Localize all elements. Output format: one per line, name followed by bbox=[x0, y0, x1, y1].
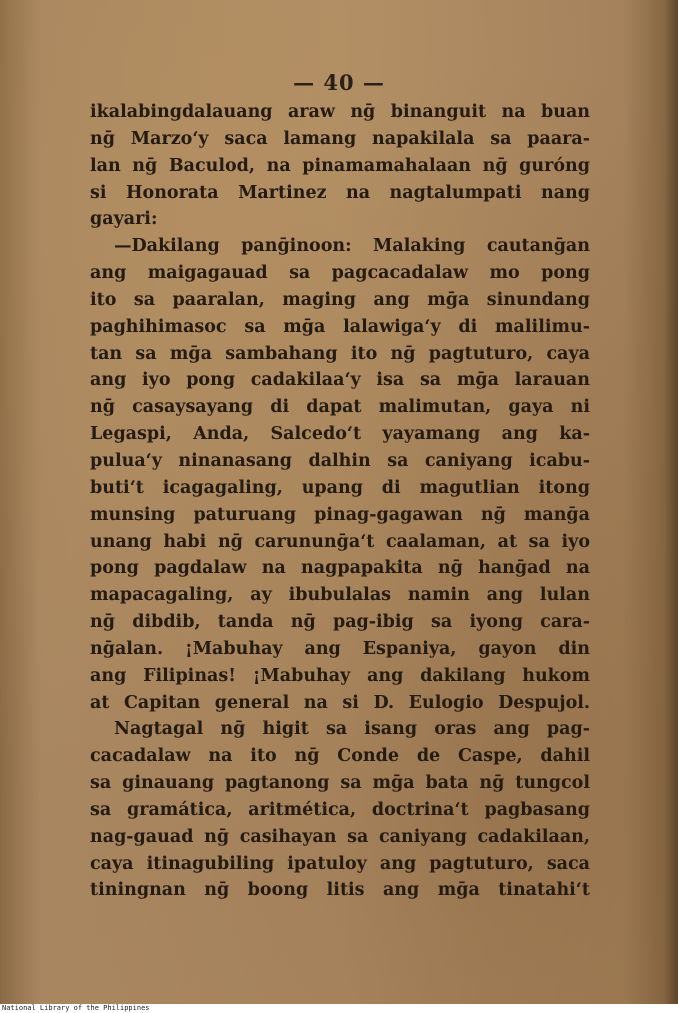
text-line: nḡ Marzo‘y saca lamang napakilala sa paara- bbox=[90, 128, 590, 149]
text-line: ang Filipinas! ¡Mabuhay ang dakilang hukom bbox=[90, 665, 590, 686]
text-line: tiningnan nḡ boong litis ang mḡa tinatahi‘t bbox=[90, 880, 590, 901]
text-line: buti‘t icagagaling, upang di magutlian itong bbox=[90, 477, 590, 498]
text-line: ito sa paaralan, maging ang mḡa sinundang bbox=[90, 289, 590, 310]
text-line: cacadalaw na ito nḡ Conde de Caspe, dahil bbox=[90, 746, 590, 767]
text-line: nḡ casaysayang di dapat malimutan, gaya ni bbox=[90, 397, 590, 418]
text-line: gayari: bbox=[90, 209, 158, 230]
page-number: — 40 — bbox=[293, 70, 385, 95]
text-line: nḡ dibdib, tanda nḡ pag-ibig sa iyong cara- bbox=[90, 612, 590, 633]
text-line: paghihimasoc sa mḡa lalawiga‘y di malilimu- bbox=[90, 316, 590, 337]
text-line: nag-gauad nḡ casihayan sa caniyang cadakilaan, bbox=[90, 826, 590, 847]
text-line: Nagtagal nḡ higit sa isang oras ang pag- bbox=[114, 719, 590, 740]
library-credit: National Library of the Philippines bbox=[2, 1004, 150, 1012]
text-line: nḡalan. ¡Mabuhay ang Espaniya, gayon din bbox=[90, 638, 590, 659]
text-line: pulua‘y ninanasang dalhin sa caniyang icabu- bbox=[90, 450, 590, 471]
text-line: si Honorata Martinez na nagtalumpati nang bbox=[90, 182, 590, 203]
text-line: munsing paturuang pinag-gagawan nḡ manḡa bbox=[90, 504, 590, 525]
text-line: unang habi nḡ carununḡa‘t caalaman, at sa iyo bbox=[90, 531, 590, 552]
text-line: sa gramática, aritmética, doctrina‘t pagbasang bbox=[90, 799, 590, 820]
page-edge-shadow bbox=[664, 0, 678, 1004]
text-line: sa ginauang pagtanong sa mḡa bata nḡ tungcol bbox=[90, 773, 590, 794]
text-line: ikalabingdalauang araw nḡ binanguit na buan bbox=[90, 102, 590, 122]
body-text bbox=[90, 99, 590, 904]
text-line: tan sa mḡa sambahang ito nḡ pagtuturo, caya bbox=[90, 343, 590, 364]
text-line: ang maigagauad sa pagcacadalaw mo pong bbox=[90, 263, 590, 284]
text-line: mapacagaling, ay ibubulalas namin ang lulan bbox=[90, 585, 590, 606]
text-line: caya itinagubiling ipatuloy ang pagtuturo, saca bbox=[90, 853, 590, 874]
text-line: pong pagdalaw na nagpapakita nḡ hanḡad na bbox=[90, 558, 590, 579]
text-line: at Capitan general na si D. Eulogio Despujol. bbox=[90, 692, 590, 713]
text-line: —Dakilang panḡinoon: Malaking cautanḡan bbox=[114, 236, 590, 257]
text-line: Legaspi, Anda, Salcedo‘t yayamang ang ka- bbox=[90, 424, 590, 445]
text-line: lan nḡ Baculod, na pinamamahalaan nḡ guróng bbox=[90, 155, 590, 176]
text-line: ang iyo pong cadakilaa‘y isa sa mḡa larauan bbox=[90, 370, 590, 391]
